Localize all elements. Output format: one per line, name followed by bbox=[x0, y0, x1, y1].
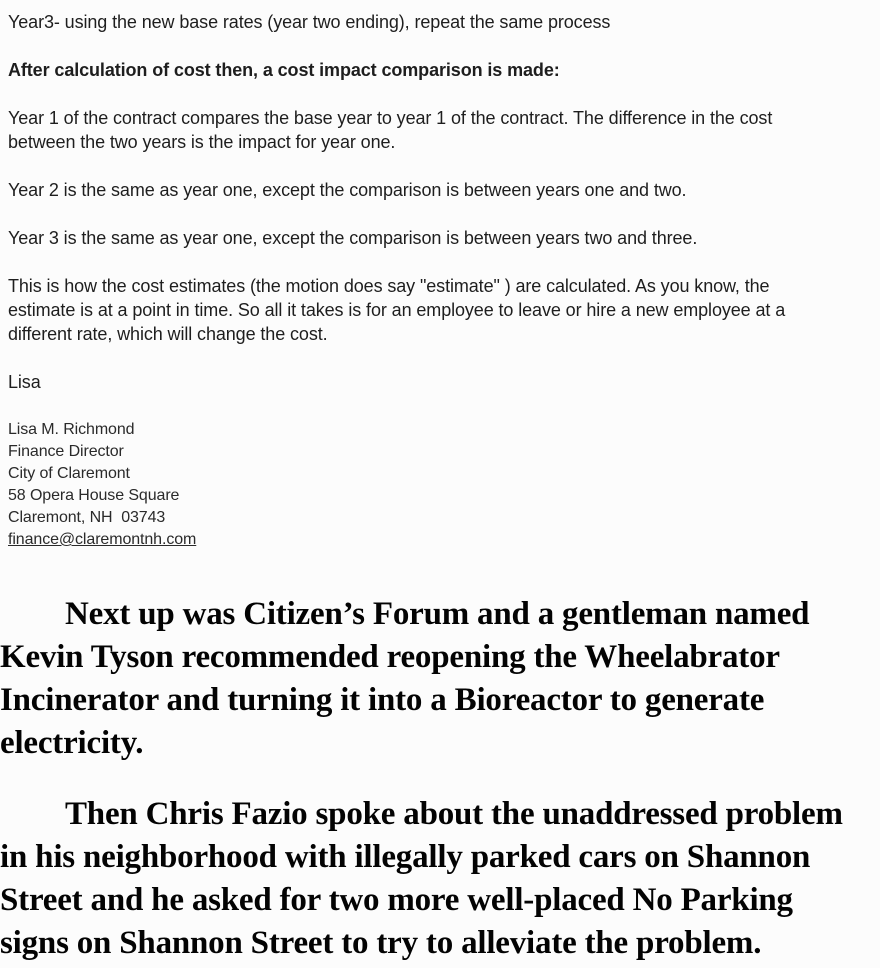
minutes-text-line: Street and he asked for two more well-placed No Parking bbox=[0, 882, 793, 918]
minutes-text-line: in his neighborhood with illegally parked cars on Shannon bbox=[0, 839, 811, 875]
email-text-line: Lisa bbox=[8, 372, 41, 392]
minutes-text-line: signs on Shannon Street to try to alleviate the problem. bbox=[0, 925, 762, 961]
minutes-text-line: electricity. bbox=[0, 725, 144, 761]
minutes-text-line: Incinerator and turning it into a Bioreactor to generate bbox=[0, 682, 765, 718]
email-paragraph bbox=[8, 226, 880, 250]
email-paragraph bbox=[8, 178, 880, 202]
email-paragraph bbox=[8, 10, 880, 34]
email-paragraph bbox=[8, 106, 880, 154]
email-address-link: finance@claremontnh.com bbox=[8, 531, 197, 548]
signature-organization: City of Claremont bbox=[8, 465, 130, 482]
email-text-line: This is how the cost estimates (the motion does say "estimate" ) are calculated. As you know, the bbox=[8, 276, 770, 296]
minutes-paragraph bbox=[0, 593, 880, 765]
email-text-line: Year 2 is the same as year one, except the comparison is between years one and two. bbox=[8, 180, 687, 200]
email-text-line: Year3- using the new base rates (year two ending), repeat the same process bbox=[8, 12, 611, 32]
minutes-paragraph bbox=[0, 793, 880, 965]
email-text-line: between the two years is the impact for year one. bbox=[8, 132, 396, 152]
signature-title: Finance Director bbox=[8, 443, 124, 460]
email-text-line: Year 3 is the same as year one, except the comparison is between years two and three. bbox=[8, 228, 698, 248]
minutes-text-line: Kevin Tyson recommended reopening the Wheelabrator bbox=[0, 639, 780, 675]
email-paragraph bbox=[8, 274, 880, 346]
minutes-section bbox=[0, 593, 880, 965]
email-bold-heading bbox=[8, 58, 880, 82]
signature-address-line1: 58 Opera House Square bbox=[8, 487, 180, 504]
signature-block bbox=[8, 419, 880, 551]
email-text-line: different rate, which will change the cost. bbox=[8, 324, 328, 344]
email-text-line: estimate is at a point in time. So all it takes is for an employee to leave or hire a new employee at a bbox=[8, 300, 786, 320]
email-closing bbox=[8, 370, 880, 394]
signature-name: Lisa M. Richmond bbox=[8, 421, 135, 438]
email-text-line: Year 1 of the contract compares the base year to year 1 of the contract. The difference in the cost bbox=[8, 108, 773, 128]
minutes-text-line: Next up was Citizen’s Forum and a gentleman named bbox=[65, 596, 810, 632]
minutes-text-line: Then Chris Fazio spoke about the unaddressed problem bbox=[65, 796, 843, 832]
signature-address-line2: Claremont, NH 03743 bbox=[8, 509, 166, 526]
email-text-line: After calculation of cost then, a cost impact comparison is made: bbox=[8, 60, 560, 80]
